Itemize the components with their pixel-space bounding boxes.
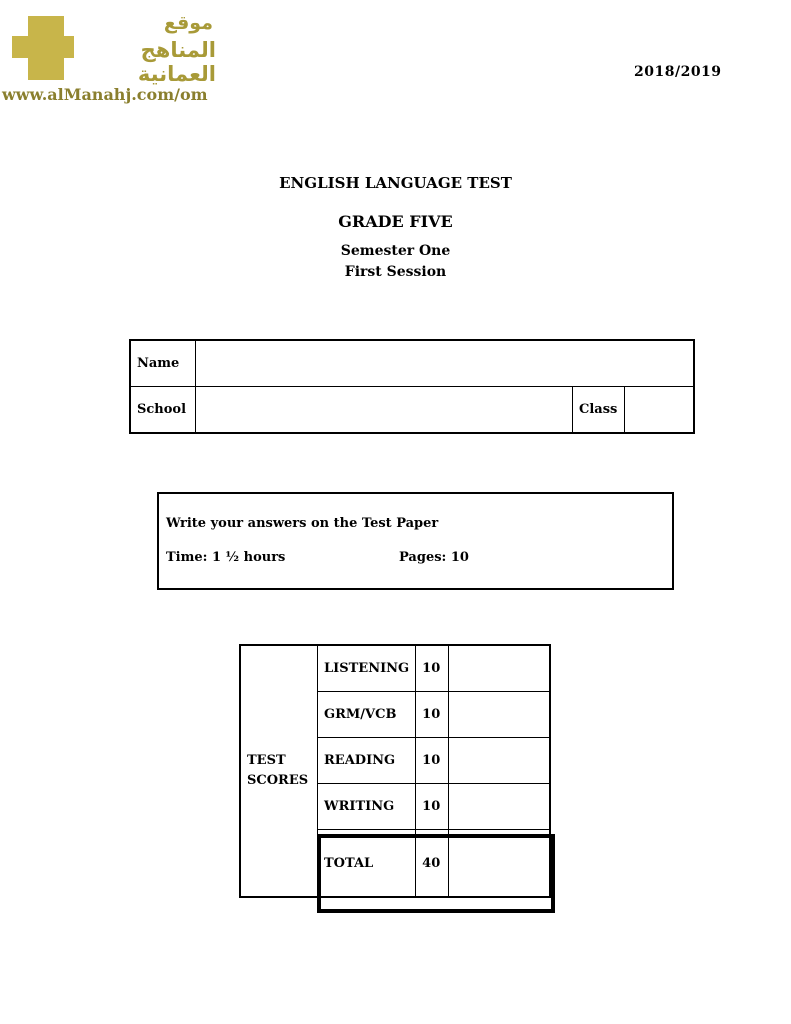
test-title: ENGLISH LANGUAGE TEST — [279, 174, 512, 192]
instructions-text: Write your answers on the Test Paper — [166, 516, 439, 531]
logo-url: www.alManahj.com/om — [2, 85, 208, 104]
total-max: 40 — [416, 830, 449, 898]
logo-arabic-line1: موقع — [163, 12, 213, 34]
name-row — [130, 340, 694, 387]
logo-arabic-line2: المناهج العمانية — [137, 38, 216, 86]
section-max: 10 — [416, 738, 449, 784]
score-field[interactable] — [449, 645, 550, 692]
section-max: 10 — [416, 784, 449, 830]
school-label: School — [130, 387, 196, 434]
section-max: 10 — [416, 645, 449, 692]
session-label: First Session — [344, 264, 447, 280]
class-label: Class — [573, 387, 625, 434]
score-field[interactable] — [449, 784, 550, 830]
score-field[interactable] — [449, 738, 550, 784]
section-label: WRITING — [318, 784, 416, 830]
school-field[interactable] — [196, 387, 573, 434]
name-field[interactable] — [196, 340, 695, 387]
student-info-table — [129, 339, 695, 434]
school-row — [130, 387, 694, 434]
site-logo — [2, 12, 238, 112]
section-label: GRM/VCB — [318, 692, 416, 738]
section-label: READING — [318, 738, 416, 784]
pages-label: Pages: 10 — [399, 550, 469, 565]
time-label: Time: 1 ½ hours — [166, 550, 286, 565]
test-scores-label: TEST SCORES — [240, 645, 318, 897]
section-max: 10 — [416, 692, 449, 738]
score-row — [240, 645, 550, 692]
grade-title: GRADE FIVE — [338, 212, 453, 231]
total-highlight-border — [317, 834, 555, 913]
school-year: 2018/2019 — [634, 64, 722, 80]
name-label: Name — [130, 340, 196, 387]
class-field[interactable] — [625, 387, 695, 434]
section-label: LISTENING — [318, 645, 416, 692]
score-field[interactable] — [449, 692, 550, 738]
semester-label: Semester One — [340, 243, 451, 259]
total-label: TOTAL — [318, 830, 416, 898]
instructions-box — [157, 492, 674, 590]
